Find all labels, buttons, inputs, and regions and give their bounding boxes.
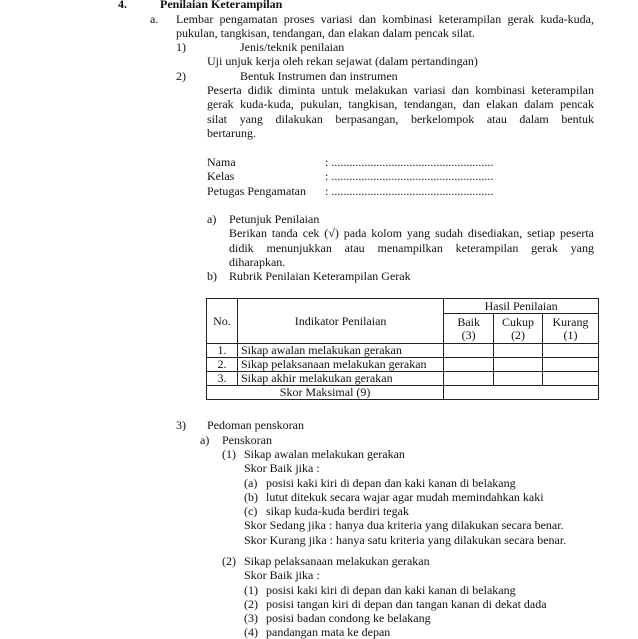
footer-total-cell[interactable] — [444, 386, 599, 400]
row1-baik-cell[interactable] — [444, 344, 494, 358]
rubrik-label: b) — [207, 269, 217, 283]
g2-item-4-label: (4) — [244, 625, 258, 639]
point2-number: 2) — [176, 69, 186, 83]
table-row — [207, 344, 599, 358]
footer-skor-maksimal: Skor Maksimal (9) — [207, 386, 444, 400]
header-baik-name: Baik — [457, 314, 480, 329]
point1-text: Uji unjuk kerja oleh rekan sejawat (dalam pertandingan) — [207, 54, 478, 68]
header-baik-score: (3) — [461, 327, 476, 342]
g2-item-1-label: (1) — [244, 583, 258, 597]
row3-indikator: Sikap akhir melakukan gerakan — [237, 372, 443, 386]
point2-line4: bertarung. — [207, 126, 256, 140]
g2-number: (2) — [222, 554, 236, 568]
g1-title: Sikap awalan melakukan gerakan — [244, 447, 405, 461]
point1-number: 1) — [176, 40, 186, 54]
header-no: No. — [207, 299, 238, 344]
section-number: 4. — [118, 0, 127, 11]
header-kurang-score: (1) — [563, 327, 578, 342]
penskoran-title: Penskoran — [222, 433, 272, 447]
header-hasil: Hasil Penilaian — [444, 299, 599, 314]
row3-baik-cell[interactable] — [444, 372, 494, 386]
table-row — [207, 372, 599, 386]
item-a-label: a. — [150, 12, 159, 26]
form-petugas-label: Petugas Pengamatan — [207, 184, 306, 198]
table-footer-row — [207, 386, 599, 400]
row2-cukup-cell[interactable] — [494, 358, 543, 372]
header-baik — [444, 314, 494, 344]
row2-baik-cell[interactable] — [444, 358, 494, 372]
point2-heading: Bentuk Instrumen dan instrumen — [240, 69, 398, 83]
penskoran-label: a) — [200, 433, 210, 447]
row2-kurang-cell[interactable] — [543, 358, 599, 372]
point1-heading: Jenis/teknik penilaian — [240, 40, 345, 54]
g2-baik: Skor Baik jika : — [244, 568, 320, 582]
header-cukup — [494, 314, 543, 344]
petunjuk-label: a) — [207, 212, 217, 226]
point2-line3: silat yang dilakukan berpasangan, berkelompok atau dalam bentuk — [207, 112, 594, 126]
point2-line2: gerak kuda-kuda, pukulan, tangkisan, tendangan, dan elakan dalam pencak — [207, 97, 594, 111]
g1-item-c-text: sikap kuda-kuda berdiri tegak — [266, 504, 409, 518]
form-nama-label: Nama — [207, 155, 236, 169]
g1-item-a-text: posisi kaki kiri di depan dan kaki kanan di belakang — [266, 476, 516, 490]
form-petugas-blank: : ...................................................... — [325, 184, 494, 198]
form-kelas-label: Kelas — [207, 169, 235, 183]
row2-no: 2. — [207, 358, 238, 372]
g2-item-3-text: posisi badan condong ke belakang — [266, 611, 431, 625]
header-kurang — [543, 314, 599, 344]
table-header-row — [207, 299, 599, 314]
g1-item-c-label: (c) — [244, 504, 258, 518]
g1-item-b-label: (b) — [244, 490, 258, 504]
item-a-line1: Lembar pengamatan proses variasi dan kombinasi keterampilan gerak kuda-kuda, — [176, 12, 594, 26]
header-kurang-name: Kurang — [552, 314, 589, 329]
point2-line1: Peserta didik diminta untuk melakukan variasi dan kombinasi keterampilan — [207, 83, 594, 97]
row3-cukup-cell[interactable] — [494, 372, 543, 386]
row1-cukup-cell[interactable] — [494, 344, 543, 358]
g1-number: (1) — [222, 447, 236, 461]
section-title: Penilaian Keterampilan — [160, 0, 283, 11]
row1-kurang-cell[interactable] — [543, 344, 599, 358]
form-kelas-blank: : ...................................................... — [325, 169, 494, 183]
g1-item-a-label: (a) — [244, 476, 258, 490]
g1-kurang: Skor Kurang jika : hanya satu kriteria yang dilakukan secara benar. — [244, 533, 567, 547]
pedoman-title: Pedoman penskoran — [207, 418, 304, 432]
form-nama-blank: : ...................................................... — [325, 155, 494, 169]
g1-baik: Skor Baik jika : — [244, 461, 320, 475]
row3-kurang-cell[interactable] — [543, 372, 599, 386]
g1-sedang: Skor Sedang jika : hanya dua kriteria yang dilakukan secara benar. — [244, 518, 564, 532]
rubrik-title: Rubrik Penilaian Keterampilan Gerak — [229, 269, 411, 283]
g2-item-1-text: posisi kaki kiri di depan dan kaki kanan di belakang — [266, 583, 516, 597]
header-indikator: Indikator Penilaian — [237, 299, 443, 344]
petunjuk-line3: diharapkan. — [229, 255, 286, 269]
header-cukup-score: (2) — [511, 327, 526, 342]
pedoman-number: 3) — [176, 418, 186, 432]
g2-title: Sikap pelaksanaan melakukan gerakan — [244, 554, 430, 568]
petunjuk-title: Petunjuk Penilaian — [229, 212, 320, 226]
header-cukup-name: Cukup — [502, 314, 535, 329]
petunjuk-line1: Berikan tanda cek (√) pada kolom yang sudah disediakan, setiap peserta — [229, 226, 594, 240]
g2-item-2-label: (2) — [244, 597, 258, 611]
row2-indikator: Sikap pelaksanaan melakukan gerakan — [237, 358, 443, 372]
row1-no: 1. — [207, 344, 238, 358]
row3-no: 3. — [207, 372, 238, 386]
rubric-table — [206, 298, 599, 400]
item-a-line2: pukulan, tangkisan, tendangan, dan elakan dalam pencak silat. — [176, 26, 475, 40]
petunjuk-line2: didik menunjukkan atau menampilkan keterampilan gerak yang — [229, 241, 594, 255]
g2-item-2-text: posisi tangan kiri di depan dan tangan kanan di dekat dada — [266, 597, 547, 611]
table-row — [207, 358, 599, 372]
g1-item-b-text: lutut ditekuk secara wajar agar mudah memindahkan kaki — [266, 490, 544, 504]
g2-item-4-text: pandangan mata ke depan — [266, 625, 391, 639]
g2-item-3-label: (3) — [244, 611, 258, 625]
row1-indikator: Sikap awalan melakukan gerakan — [237, 344, 443, 358]
